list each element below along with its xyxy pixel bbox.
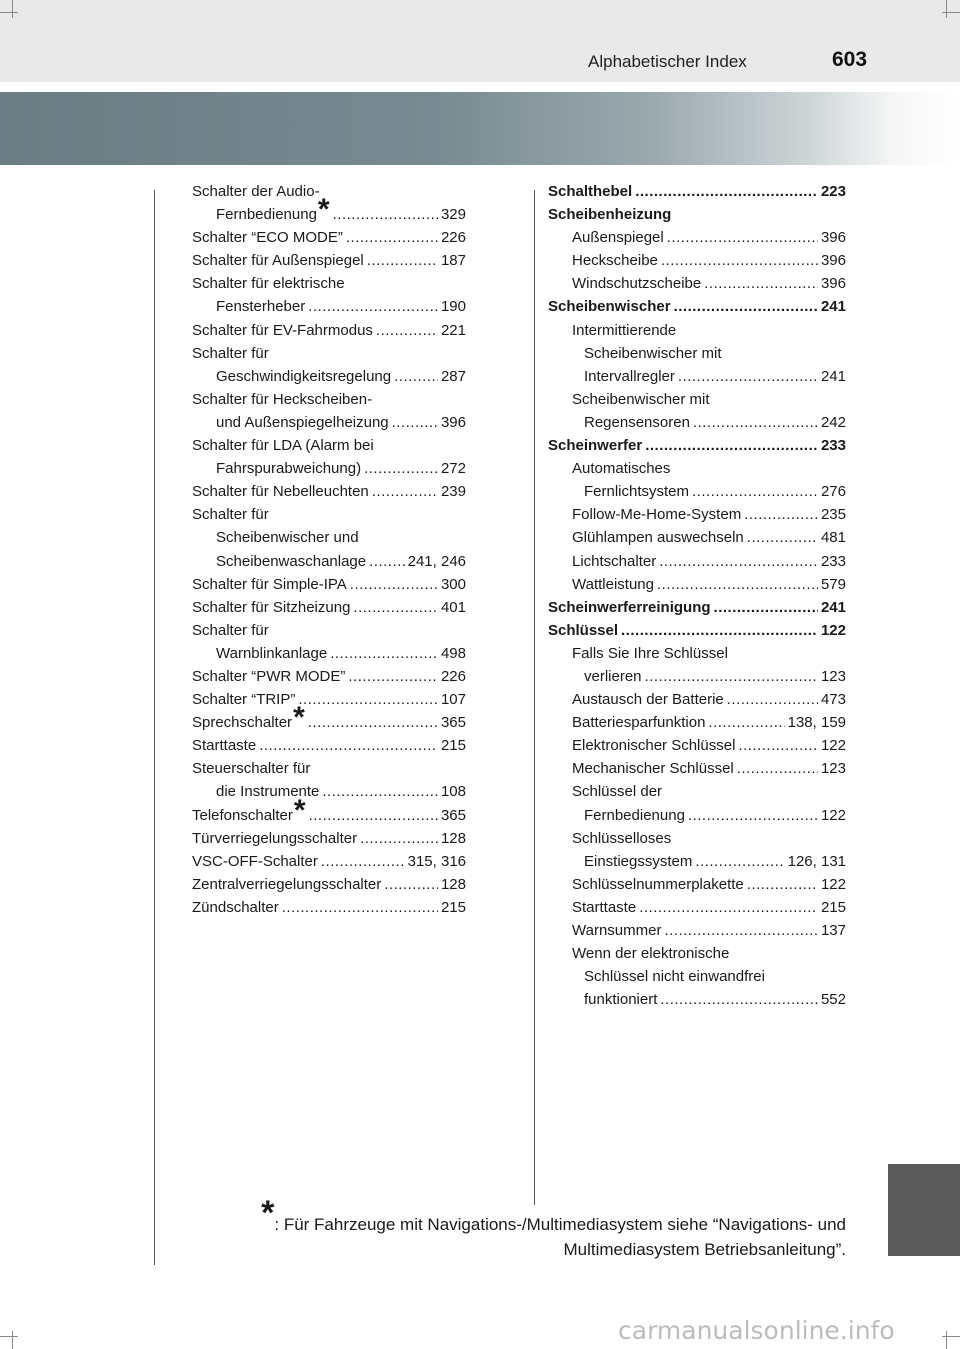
index-entry-page: 226: [440, 229, 466, 247]
dot-leader: [369, 550, 404, 573]
index-entry-page: 241, 246: [407, 552, 466, 570]
index-entry-page: 365: [440, 714, 466, 732]
dot-leader: [708, 711, 784, 734]
index-entry-page: 498: [440, 644, 466, 662]
index-entry: [548, 850, 846, 873]
index-entry: [548, 319, 846, 342]
index-entry-page: 315, 316: [407, 852, 466, 870]
dot-leader: [621, 619, 818, 642]
index-entry-page: 396: [820, 252, 846, 270]
dot-leader: [259, 734, 438, 757]
index-entry-label: Scheibenwaschanlage: [216, 552, 367, 570]
index-entry-label: Schalter für: [192, 621, 269, 639]
index-entry-label: und Außenspiegelheizung: [216, 413, 389, 431]
index-entry-page: 233: [820, 552, 846, 570]
index-entry-page: 190: [440, 298, 466, 316]
crop-mark: [0, 1336, 18, 1337]
index-entry: [548, 665, 846, 688]
index-entry-page: 126, 131: [787, 852, 846, 870]
index-entry-page: 215: [440, 737, 466, 755]
index-entry-label: Austausch der Batterie: [572, 691, 724, 709]
index-entry-label: Zündschalter: [192, 898, 279, 916]
dot-leader: [695, 850, 784, 873]
index-entry-label: Schalter für Heckscheiben-: [192, 390, 373, 408]
index-entry-label: Schalter für Simple-IPA: [192, 575, 347, 593]
crop-mark: [946, 1331, 947, 1349]
crop-mark: [946, 0, 947, 18]
dot-leader: [747, 873, 818, 896]
index-entry-page: 276: [820, 483, 846, 501]
index-entry: [192, 295, 466, 318]
index-entry-label: Steuerschalter für: [192, 760, 311, 778]
index-entry-page: 241: [820, 367, 846, 385]
dot-leader: [635, 180, 818, 203]
dot-leader: [664, 919, 818, 942]
index-entry-page: 233: [820, 437, 846, 455]
index-entry-label: Schlüssel der: [572, 783, 663, 801]
dot-leader: [333, 203, 438, 226]
dot-leader: [714, 596, 818, 619]
dot-leader: [348, 665, 438, 688]
dot-leader: [372, 480, 438, 503]
index-entry: [192, 249, 466, 272]
index-entry-label: Schalter für: [192, 506, 269, 524]
index-entry-page: 128: [440, 829, 466, 847]
dot-leader: [667, 226, 818, 249]
index-entry-label: Starttaste: [572, 898, 637, 916]
index-column-left: [192, 180, 466, 919]
dot-leader: [360, 827, 438, 850]
index-entry-page: 122: [820, 875, 846, 893]
index-entry: [192, 342, 466, 365]
index-entry-label: funktioniert: [584, 991, 658, 1009]
index-entry: [192, 757, 466, 780]
index-entry-page: 329: [440, 206, 466, 224]
index-entry-label: Einstiegssystem: [584, 852, 693, 870]
index-entry-label: Scheibenwischer und: [216, 529, 359, 547]
dot-leader: [704, 272, 818, 295]
index-entry: [192, 873, 466, 896]
index-entry-label: Telefonschalter: [192, 806, 293, 824]
index-entry-label: Schalter “PWR MODE”: [192, 667, 346, 685]
index-entry-label: Außenspiegel: [572, 229, 664, 247]
index-entry: [548, 734, 846, 757]
index-entry: [192, 457, 466, 480]
index-entry-label: VSC-OFF-Schalter: [192, 852, 318, 870]
index-entry: [548, 711, 846, 734]
index-entry: [548, 619, 846, 642]
dot-leader: [353, 596, 438, 619]
column-divider: [534, 190, 535, 1205]
index-entry: [548, 249, 846, 272]
dot-leader: [392, 411, 438, 434]
page-number: 603: [832, 48, 868, 71]
index-entry-page: 473: [820, 691, 846, 709]
index-entry: [548, 688, 846, 711]
index-entry-label: Schalter für Außenspiegel: [192, 252, 364, 270]
index-entry-label: Schlüsselloses: [572, 829, 672, 847]
index-entry-page: 235: [820, 506, 846, 524]
dot-leader: [660, 988, 818, 1011]
index-entry-label: Windschutzscheibe: [572, 275, 702, 293]
index-entry: [548, 480, 846, 503]
index-entry-label: Fernbedienung: [584, 806, 685, 824]
dot-leader: [350, 573, 438, 596]
dot-leader: [346, 226, 438, 249]
dot-leader: [678, 365, 818, 388]
index-entry-page: 122: [820, 621, 846, 639]
index-entry: [548, 873, 846, 896]
index-entry-label: Fernbedienung: [216, 206, 317, 224]
index-entry: [548, 573, 846, 596]
index-entry-label: Heckscheibe: [572, 252, 658, 270]
index-entry-page: 128: [440, 875, 466, 893]
footnote-line-2: Multimediasystem Betriebsanleitung”.: [563, 1240, 846, 1259]
index-entry: [548, 526, 846, 549]
index-entry-page: 226: [440, 667, 466, 685]
index-entry-page: 123: [820, 667, 846, 685]
index-entry-page: 396: [820, 275, 846, 293]
dot-leader: [298, 688, 438, 711]
index-entry-page: 122: [820, 737, 846, 755]
index-entry-label: Schalter “TRIP”: [192, 691, 296, 709]
index-entry-label: Schalter für Sitzheizung: [192, 598, 351, 616]
index-entry-label: Intervallregler: [584, 367, 675, 385]
index-entry-label: Fahrspurabweichung): [216, 460, 362, 478]
index-entry-label: Scheibenwischer: [548, 298, 671, 316]
dot-leader: [330, 642, 438, 665]
index-entry-page: 242: [820, 413, 846, 431]
index-entry: [548, 272, 846, 295]
index-entry: [192, 850, 466, 873]
index-entry-page: 123: [820, 760, 846, 778]
index-entry: [548, 942, 846, 965]
index-entry-label: die Instrumente: [216, 783, 320, 801]
index-entry-page: 396: [440, 413, 466, 431]
dot-leader: [744, 503, 818, 526]
index-entry: [192, 642, 466, 665]
index-entry-label: Schlüssel: [548, 621, 619, 639]
index-entry: [192, 550, 466, 573]
index-entry: [548, 365, 846, 388]
index-entry: [192, 793, 466, 827]
crop-mark: [942, 12, 960, 13]
index-entry: [192, 619, 466, 642]
index-entry-label: Geschwindigkeitsregelung: [216, 367, 392, 385]
dot-leader: [639, 896, 818, 919]
index-entry: [192, 388, 466, 411]
index-entry: [192, 434, 466, 457]
index-entry-label: Wenn der elektronische: [572, 945, 730, 963]
header-band: [0, 0, 960, 82]
index-entry-page: 221: [440, 321, 466, 339]
index-entry: [548, 457, 846, 480]
index-entry-label: Schalter für elektrische: [192, 275, 345, 293]
index-entry: [548, 596, 846, 619]
index-entry-label: Starttaste: [192, 737, 257, 755]
index-entry: [548, 503, 846, 526]
index-column-right: [548, 180, 846, 1011]
crop-mark: [12, 1331, 13, 1349]
index-entry-label: Batteriesparfunktion: [572, 714, 706, 732]
dot-leader: [367, 249, 438, 272]
index-entry-label: Scheinwerfer: [548, 437, 643, 455]
dot-leader: [674, 295, 818, 318]
index-entry: [192, 319, 466, 342]
page-header-title: Alphabetischer Index: [588, 52, 747, 71]
dot-leader: [394, 365, 438, 388]
index-entry: [548, 804, 846, 827]
index-entry: [548, 827, 846, 850]
index-entry-page: 287: [440, 367, 466, 385]
dot-leader: [309, 804, 438, 827]
dot-leader: [688, 804, 818, 827]
index-entry-page: 187: [440, 252, 466, 270]
index-entry: [548, 896, 846, 919]
dot-leader: [659, 550, 818, 573]
index-entry-page: 239: [440, 483, 466, 501]
index-entry-label: Schlüssel nicht einwandfrei: [584, 968, 765, 986]
index-entry: [548, 919, 846, 942]
index-entry: [192, 734, 466, 757]
left-margin-rule: [154, 190, 155, 1265]
dot-leader: [364, 457, 438, 480]
index-entry-page: 396: [820, 229, 846, 247]
footnote-star-marker: *: [293, 793, 306, 827]
footnote: [200, 1194, 846, 1262]
dot-leader: [645, 665, 818, 688]
section-thumb-tab: [888, 1164, 960, 1256]
footnote-star-marker: *: [317, 193, 330, 227]
index-entry-label: Scheinwerferreinigung: [548, 598, 711, 616]
index-entry-label: Follow-Me-Home-System: [572, 506, 742, 524]
dot-leader: [692, 480, 818, 503]
footnote-line-1: : Für Fahrzeuge mit Navigations-/Multimediasystem siehe “Navigations- und: [274, 1215, 846, 1234]
index-entry-label: Elektronischer Schlüssel: [572, 737, 736, 755]
index-entry-label: Glühlampen auswechseln: [572, 529, 744, 547]
dot-leader: [322, 780, 438, 803]
crop-mark: [942, 1336, 960, 1337]
index-entry-label: Fernlichtsystem: [584, 483, 690, 501]
index-entry-page: 579: [820, 575, 846, 593]
index-entry-page: 122: [820, 806, 846, 824]
index-entry: [192, 193, 466, 227]
footnote-star-marker: *: [293, 701, 305, 735]
index-entry: [192, 226, 466, 249]
dot-leader: [693, 411, 818, 434]
index-entry-page: 138, 159: [787, 714, 846, 732]
index-entry-page: 365: [440, 806, 466, 824]
dot-leader: [747, 526, 818, 549]
dot-leader: [376, 319, 438, 342]
index-entry: [548, 180, 846, 203]
dot-leader: [308, 295, 438, 318]
index-entry: [548, 780, 846, 803]
index-entry-label: Zentralverriegelungsschalter: [192, 875, 382, 893]
index-entry: [548, 411, 846, 434]
index-entry-label: Automatisches: [572, 460, 671, 478]
index-entry-label: Sprechschalter: [192, 714, 293, 732]
index-entry: [192, 780, 466, 803]
index-entry-page: 272: [440, 460, 466, 478]
index-entry: [548, 757, 846, 780]
index-entry-label: Lichtschalter: [572, 552, 657, 570]
index-entry: [192, 701, 466, 735]
dot-leader: [661, 249, 818, 272]
index-entry: [192, 827, 466, 850]
dot-leader: [737, 757, 818, 780]
index-entry: [548, 434, 846, 457]
dot-leader: [384, 873, 438, 896]
footnote-star: *: [261, 1194, 275, 1232]
index-entry-label: Intermittierende: [572, 321, 677, 339]
dot-leader: [308, 711, 438, 734]
index-entry-page: 241: [820, 598, 846, 616]
index-entry-label: Falls Sie Ihre Schlüssel: [572, 644, 728, 662]
index-entry: [548, 203, 846, 226]
index-entry-label: Schalter für: [192, 344, 269, 362]
index-entry: [192, 596, 466, 619]
decorative-gradient-band: [0, 92, 960, 165]
index-entry-label: Regensensoren: [584, 413, 690, 431]
crop-mark: [0, 12, 18, 13]
index-entry-page: 401: [440, 598, 466, 616]
index-entry: [192, 665, 466, 688]
index-entry: [192, 688, 466, 711]
dot-leader: [727, 688, 818, 711]
index-entry: [192, 480, 466, 503]
dot-leader: [645, 434, 818, 457]
index-entry-label: Warnsummer: [572, 922, 662, 939]
index-entry-label: Türverriegelungsschalter: [192, 829, 358, 847]
index-entry-label: Mechanischer Schlüssel: [572, 760, 734, 778]
index-entry-page: 241: [820, 298, 846, 316]
index-entry-page: 137: [820, 922, 846, 939]
index-entry-label: Scheibenwischer mit: [584, 344, 722, 362]
index-entry: [192, 503, 466, 526]
index-entry: [192, 365, 466, 388]
index-entry: [192, 573, 466, 596]
index-entry-page: 215: [820, 898, 846, 916]
index-entry-page: 108: [440, 783, 466, 801]
index-entry: [548, 988, 846, 1011]
dot-leader: [282, 896, 438, 919]
dot-leader: [657, 573, 818, 596]
index-entry-label: Warnblinkanlage: [216, 644, 328, 662]
index-entry: [548, 550, 846, 573]
index-entry-label: Fensterheber: [216, 298, 306, 316]
index-entry-page: 215: [440, 898, 466, 916]
watermark: carmanualsonline.info: [618, 1316, 895, 1345]
index-entry-page: 223: [820, 183, 846, 200]
index-entry-page: 300: [440, 575, 466, 593]
index-entry-label: Schlüsselnummerplakette: [572, 875, 744, 893]
index-entry-label: Schalter “ECO MODE”: [192, 229, 343, 247]
index-entry: [192, 526, 466, 549]
index-entry-label: Schalter für LDA (Alarm bei: [192, 437, 374, 455]
dot-leader: [321, 850, 405, 873]
index-entry-label: Schalthebel: [548, 183, 633, 200]
index-entry-label: Wattleistung: [572, 575, 654, 593]
index-entry: [192, 411, 466, 434]
index-entry-page: 481: [820, 529, 846, 547]
index-entry-page: 552: [820, 991, 846, 1009]
index-entry: [548, 295, 846, 318]
index-entry-label: Schalter für EV-Fahrmodus: [192, 321, 373, 339]
index-entry-label: Scheibenwischer mit: [572, 390, 710, 408]
index-entry: [192, 272, 466, 295]
index-entry-label: Schalter für Nebelleuchten: [192, 483, 369, 501]
index-entry: [548, 642, 846, 665]
index-entry: [548, 388, 846, 411]
index-entry-label: Schalter der Audio-: [192, 183, 320, 200]
index-entry-label: verlieren: [584, 667, 642, 685]
index-entry: [548, 965, 846, 988]
index-entry: [548, 342, 846, 365]
index-entry: [192, 896, 466, 919]
dot-leader: [738, 734, 818, 757]
index-entry: [548, 226, 846, 249]
index-entry-page: 107: [440, 691, 466, 709]
crop-mark: [12, 0, 13, 18]
index-entry-label: Scheibenheizung: [548, 206, 672, 224]
